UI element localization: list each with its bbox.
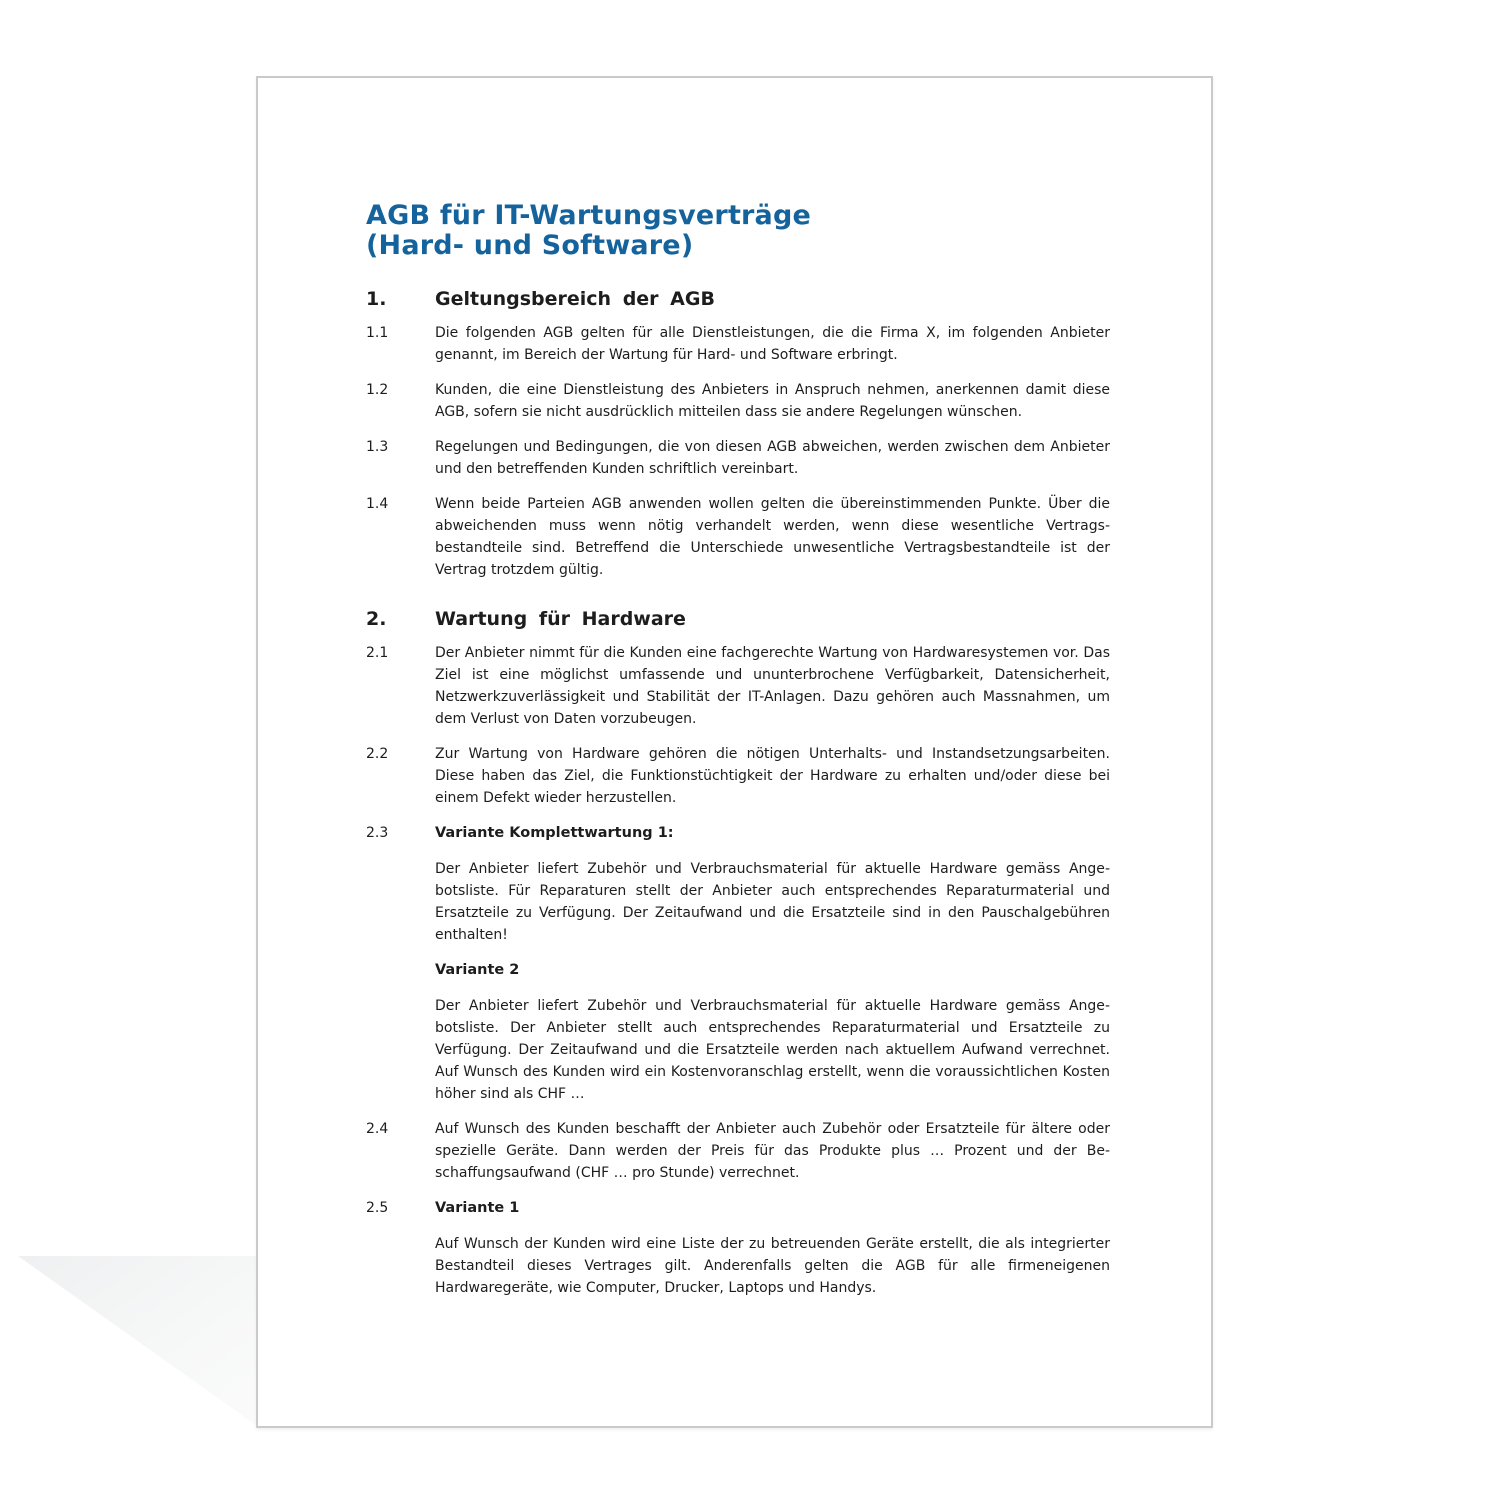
- clause-number: 2.4: [366, 1121, 389, 1137]
- clause-row: [366, 379, 1110, 423]
- clause-paragraph: Die folgenden AGB gelten für alle Dienstleistungen, die die Firma X, im folgenden Anbieter genannt, im Bereich der Wartung für Hard- und Software erbringt.: [435, 325, 1110, 363]
- clause-paragraph: Wenn beide Parteien AGB anwenden wollen gelten die übereinstimmenden Punkte. Über die abweichenden muss wenn nötig verhandelt werden, wenn diese wesentliche Vertragsbestandteile sind. Betreffend die Unterschiede unwesentliche Vertragsbestandteile ist der Vertrag trotzdem gültig.: [435, 496, 1110, 578]
- clause-row: [366, 436, 1110, 480]
- variant-heading-row: [366, 822, 1110, 844]
- variant-heading-row: [366, 959, 1110, 981]
- variant-subheading: Variante 2: [435, 962, 520, 978]
- page-title: [366, 201, 1110, 261]
- variant-heading-row: [366, 1197, 1110, 1219]
- clause-row: [366, 995, 1110, 1105]
- clause-row: [366, 642, 1110, 730]
- section-heading: Wartung für Hardware: [435, 608, 686, 630]
- clause-number: 2.5: [366, 1200, 389, 1216]
- clause-number: 2.1: [366, 645, 389, 661]
- page-title-line-2: (Hard- und Software): [366, 230, 694, 261]
- clause-row: [366, 858, 1110, 946]
- clause-paragraph: Der Anbieter liefert Zubehör und Verbrauchsmaterial für aktuelle Hardware gemäss Angebotsliste. Für Reparaturen stellt der Anbieter auch entsprechendes Reparaturmaterial und Ersatzteile zu Verfügung. Der Zeitaufwand und die Ersatzteile sind in den Pauschalgebühren enthalten!: [435, 861, 1110, 943]
- page-curl-shadow: [18, 1256, 257, 1426]
- clause-number: 2.3: [366, 825, 389, 841]
- clause-number: 1.1: [366, 325, 389, 341]
- clause-number: 1.3: [366, 439, 389, 455]
- page-title-line-1: AGB für IT-Wartungsverträge: [366, 200, 812, 231]
- section-number: 2.: [366, 608, 387, 630]
- clause-row: [366, 1118, 1110, 1184]
- variant-subheading: Variante 1: [435, 1200, 520, 1216]
- clause-paragraph: Der Anbieter nimmt für die Kunden eine fachgerechte Wartung von Hardwaresystemen vor. Das Ziel ist eine möglichst umfassende und ununterbrochene Verfügbarkeit, Datensicherheit, Netzwerkzuverlässigkeit und Stabilität der IT-Anlagen. Dazu gehören auch Massnahmen, um dem Verlust von Daten vorzubeugen.: [435, 645, 1110, 727]
- clause-number: 2.2: [366, 746, 389, 762]
- section-number: 1.: [366, 288, 387, 310]
- document-page: [256, 76, 1213, 1428]
- section-heading: Geltungsbereich der AGB: [435, 288, 715, 310]
- clause-number: 1.2: [366, 382, 389, 398]
- variant-subheading: Variante Komplettwartung 1:: [435, 825, 674, 841]
- clause-row: [366, 322, 1110, 366]
- clause-paragraph: Zur Wartung von Hardware gehören die nötigen Unterhalts- und Instandsetzungsarbeiten. Diese haben das Ziel, die Funktionstüchtigkeit der Hardware zu erhalten und/oder diese bei einem Defekt wieder herzustellen.: [435, 746, 1110, 806]
- clause-row: [366, 1233, 1110, 1299]
- clause-paragraph: Kunden, die eine Dienstleistung des Anbieters in Anspruch nehmen, anerkennen damit diese AGB, sofern sie nicht ausdrücklich mitteilen dass sie andere Regelungen wünschen.: [435, 382, 1110, 420]
- section-heading-row: [366, 287, 1110, 311]
- clause-row: [366, 493, 1110, 581]
- document-content: [366, 201, 1110, 1312]
- clause-paragraph: Auf Wunsch der Kunden wird eine Liste der zu betreuenden Geräte erstellt, die als integrierter Bestandteil dieses Vertrages gilt. Anderenfalls gelten die AGB für alle firmeneigenen Hardwaregeräte, wie Computer, Drucker, Laptops und Handys.: [435, 1236, 1110, 1296]
- clause-paragraph: Auf Wunsch des Kunden beschafft der Anbieter auch Zubehör oder Ersatzteile für ältere oder spezielle Geräte. Dann werden der Preis für das Produkte plus … Prozent und der Beschaffungsaufwand (CHF … pro Stunde) verrechnet.: [435, 1121, 1110, 1181]
- clause-row: [366, 743, 1110, 809]
- clause-paragraph: Der Anbieter liefert Zubehör und Verbrauchsmaterial für aktuelle Hardware gemäss Angebotsliste. Der Anbieter stellt auch entsprechendes Reparaturmaterial und Ersatzteile zu Verfügung. Der Zeitaufwand und die Ersatzteile werden nach aktuellem Aufwand verrechnet. Auf Wunsch des Kunden wird ein Kostenvoranschlag erstellt, wenn die voraussichtlichen Kosten höher sind als CHF …: [435, 998, 1110, 1102]
- clause-paragraph: Regelungen und Bedingungen, die von diesen AGB abweichen, werden zwischen dem Anbieter und den betreffenden Kunden schriftlich vereinbart.: [435, 439, 1110, 477]
- clause-number: 1.4: [366, 496, 389, 512]
- section-heading-row: [366, 607, 1110, 631]
